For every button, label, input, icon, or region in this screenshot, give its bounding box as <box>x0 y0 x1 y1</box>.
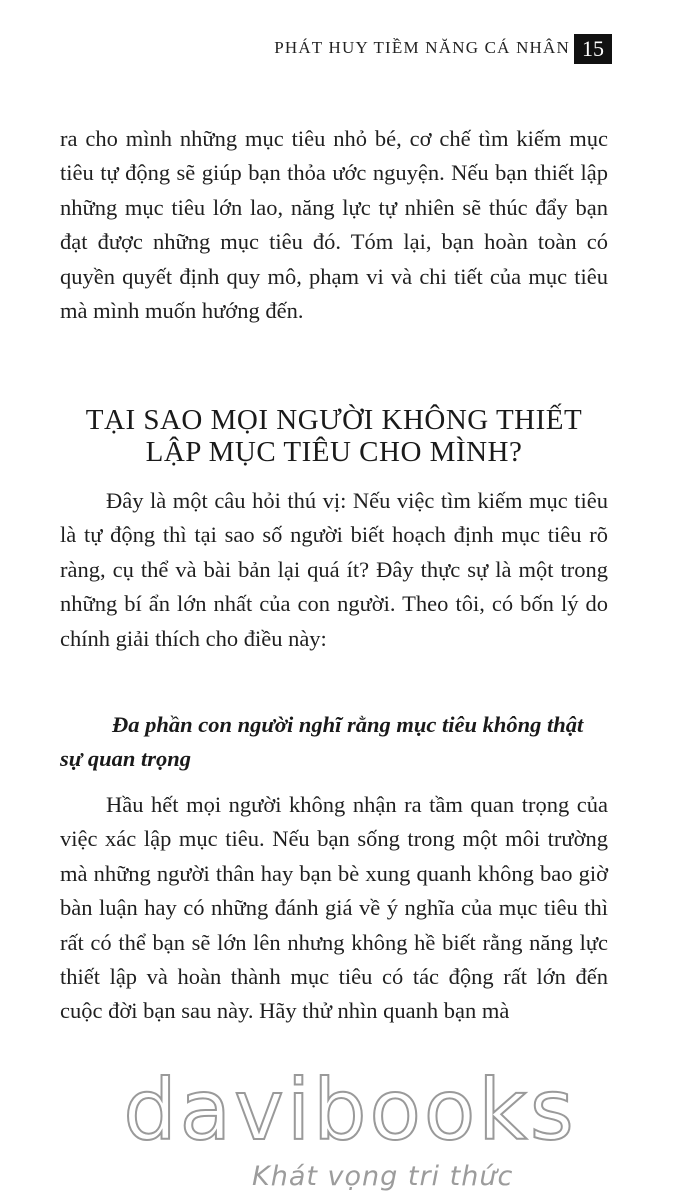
running-title: PHÁT HUY TIỀM NĂNG CÁ NHÂN <box>274 38 570 57</box>
body-paragraph-1: ra cho mình những mục tiêu nhỏ bé, cơ chế tìm kiếm mục tiêu tự động sẽ giúp bạn thỏa ước nguyện. Nếu bạn thiết lập những mục tiêu lớn lao, năng lực tự nhiên sẽ thúc đẩy bạn đạt được những mục tiêu đó. Tóm lại, bạn hoàn toàn có quyền quyết định quy mô, phạm vi và chi tiết của mục tiêu mà mình muốn hướng đến. <box>60 126 608 324</box>
sub-heading: Đa phần con người nghĩ rằng mục tiêu không thật sự quan trọng <box>60 712 584 772</box>
watermark-brand: davibooks <box>123 1061 577 1159</box>
watermark-tagline: Khát vọng tri thức <box>252 1161 514 1192</box>
page-header <box>0 34 700 64</box>
body-paragraph-2: Đây là một câu hỏi thú vị: Nếu việc tìm kiếm mục tiêu là tự động thì tại sao số người biết hoạch định mục tiêu rõ ràng, cụ thể và bài bản lại quá ít? Đây thực sự là một trong những bí ẩn lớn nhất của con người. Theo tôi, có bốn lý do chính giải thích cho điều này: <box>60 488 608 651</box>
section-heading <box>60 404 608 468</box>
body-paragraph-3: Hầu hết mọi người không nhận ra tầm quan trọng của việc xác lập mục tiêu. Nếu bạn sống trong một môi trường mà những người thân hay bạn bè xung quanh không bao giờ bàn luận hay có những đánh giá về ý nghĩa của mục tiêu thì rất có thể bạn sẽ lớn lên nhưng không hề biết rằng năng lực thiết lập và hoàn thành mục tiêu có tác động rất lớn đến cuộc đời bạn sau này. Hãy thử nhìn quanh bạn mà <box>60 792 608 1024</box>
page-number: 15 <box>574 34 612 64</box>
section-heading-line-2: LẬP MỤC TIÊU CHO MÌNH? <box>145 436 523 468</box>
section-heading-line-1: TẠI SAO MỌI NGƯỜI KHÔNG THIẾT <box>85 404 583 436</box>
